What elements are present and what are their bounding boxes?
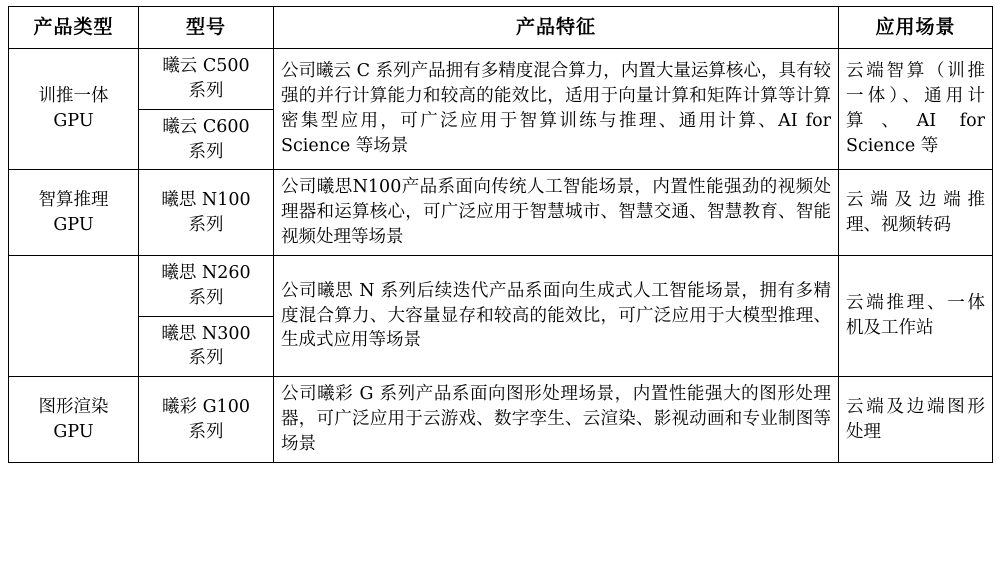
cell-scenarios: 云端及边端推理、视频转码 — [839, 170, 993, 256]
cell-product-type — [9, 170, 139, 256]
cell-features: 公司曦思 N 系列后续迭代产品系面向生成式人工智能场景，拥有多精度混合算力、大容量显存和较高的能效比，可广泛应用于大模型推理、生成式应用等场景 — [274, 255, 839, 376]
cell-features: 公司曦云 C 系列产品拥有多精度混合算力，内置大量运算核心，具有较强的并行计算能力和较高的能效比，适用于向量计算和矩阵计算等计算密集型应用，可广泛应用于智算训练与推理、通用计算、AI for Science 等场景 — [274, 48, 839, 169]
model-line-1: 曦彩 G100 — [162, 396, 250, 417]
product-type-line-2: GPU — [53, 421, 94, 442]
model-line-2: 系列 — [188, 214, 224, 235]
model-line-2: 系列 — [188, 348, 224, 369]
cell-product-type — [9, 48, 139, 169]
product-type-line-2: GPU — [53, 214, 94, 235]
cell-scenarios: 云端及边端图形处理 — [839, 377, 993, 463]
model-line-1: 曦云 C500 — [162, 55, 250, 76]
model-line-1: 曦云 C600 — [162, 116, 250, 137]
table-row — [9, 255, 993, 316]
model-line-2: 系列 — [188, 141, 224, 162]
model-line-2: 系列 — [188, 80, 224, 101]
model-line-2: 系列 — [188, 287, 224, 308]
cell-product-type — [9, 377, 139, 463]
cell-model — [139, 255, 274, 316]
product-spec-table — [8, 6, 993, 463]
cell-product-type — [9, 255, 139, 376]
column-header-scenarios: 应用场景 — [839, 7, 993, 49]
model-line-1: 曦思 N100 — [161, 189, 251, 210]
table-row — [9, 170, 993, 256]
cell-features: 公司曦思N100产品系面向传统人工智能场景，内置性能强劲的视频处理器和运算核心，可广泛应用于智慧城市、智慧交通、智慧教育、智能视频处理等场景 — [274, 170, 839, 256]
cell-model — [139, 377, 274, 463]
cell-scenarios: 云端推理、一体机及工作站 — [839, 255, 993, 376]
model-line-1: 曦思 N300 — [161, 323, 251, 344]
product-type-line-1: 训推一体 — [38, 86, 109, 107]
model-line-1: 曦思 N260 — [161, 262, 251, 283]
product-type-line-1: 智算推理 — [38, 189, 109, 210]
product-type-line-1: 图形渲染 — [38, 396, 109, 417]
model-line-2: 系列 — [188, 421, 224, 442]
table-row — [9, 377, 993, 463]
column-header-product-type: 产品类型 — [9, 7, 139, 49]
cell-model — [139, 48, 274, 109]
table-row — [9, 48, 993, 109]
cell-model — [139, 316, 274, 377]
table-header — [9, 7, 993, 49]
column-header-model: 型号 — [139, 7, 274, 49]
column-header-features: 产品特征 — [274, 7, 839, 49]
cell-model — [139, 109, 274, 170]
cell-scenarios: 云端智算（训推一体）、通用计算、AI for Science 等 — [839, 48, 993, 169]
cell-model — [139, 170, 274, 256]
product-type-line-2: GPU — [53, 111, 94, 132]
table-header-row — [9, 7, 993, 49]
cell-features: 公司曦彩 G 系列产品系面向图形处理场景，内置性能强大的图形处理器，可广泛应用于云游戏、数字孪生、云渲染、影视动画和专业制图等场景 — [274, 377, 839, 463]
table-body — [9, 48, 993, 462]
